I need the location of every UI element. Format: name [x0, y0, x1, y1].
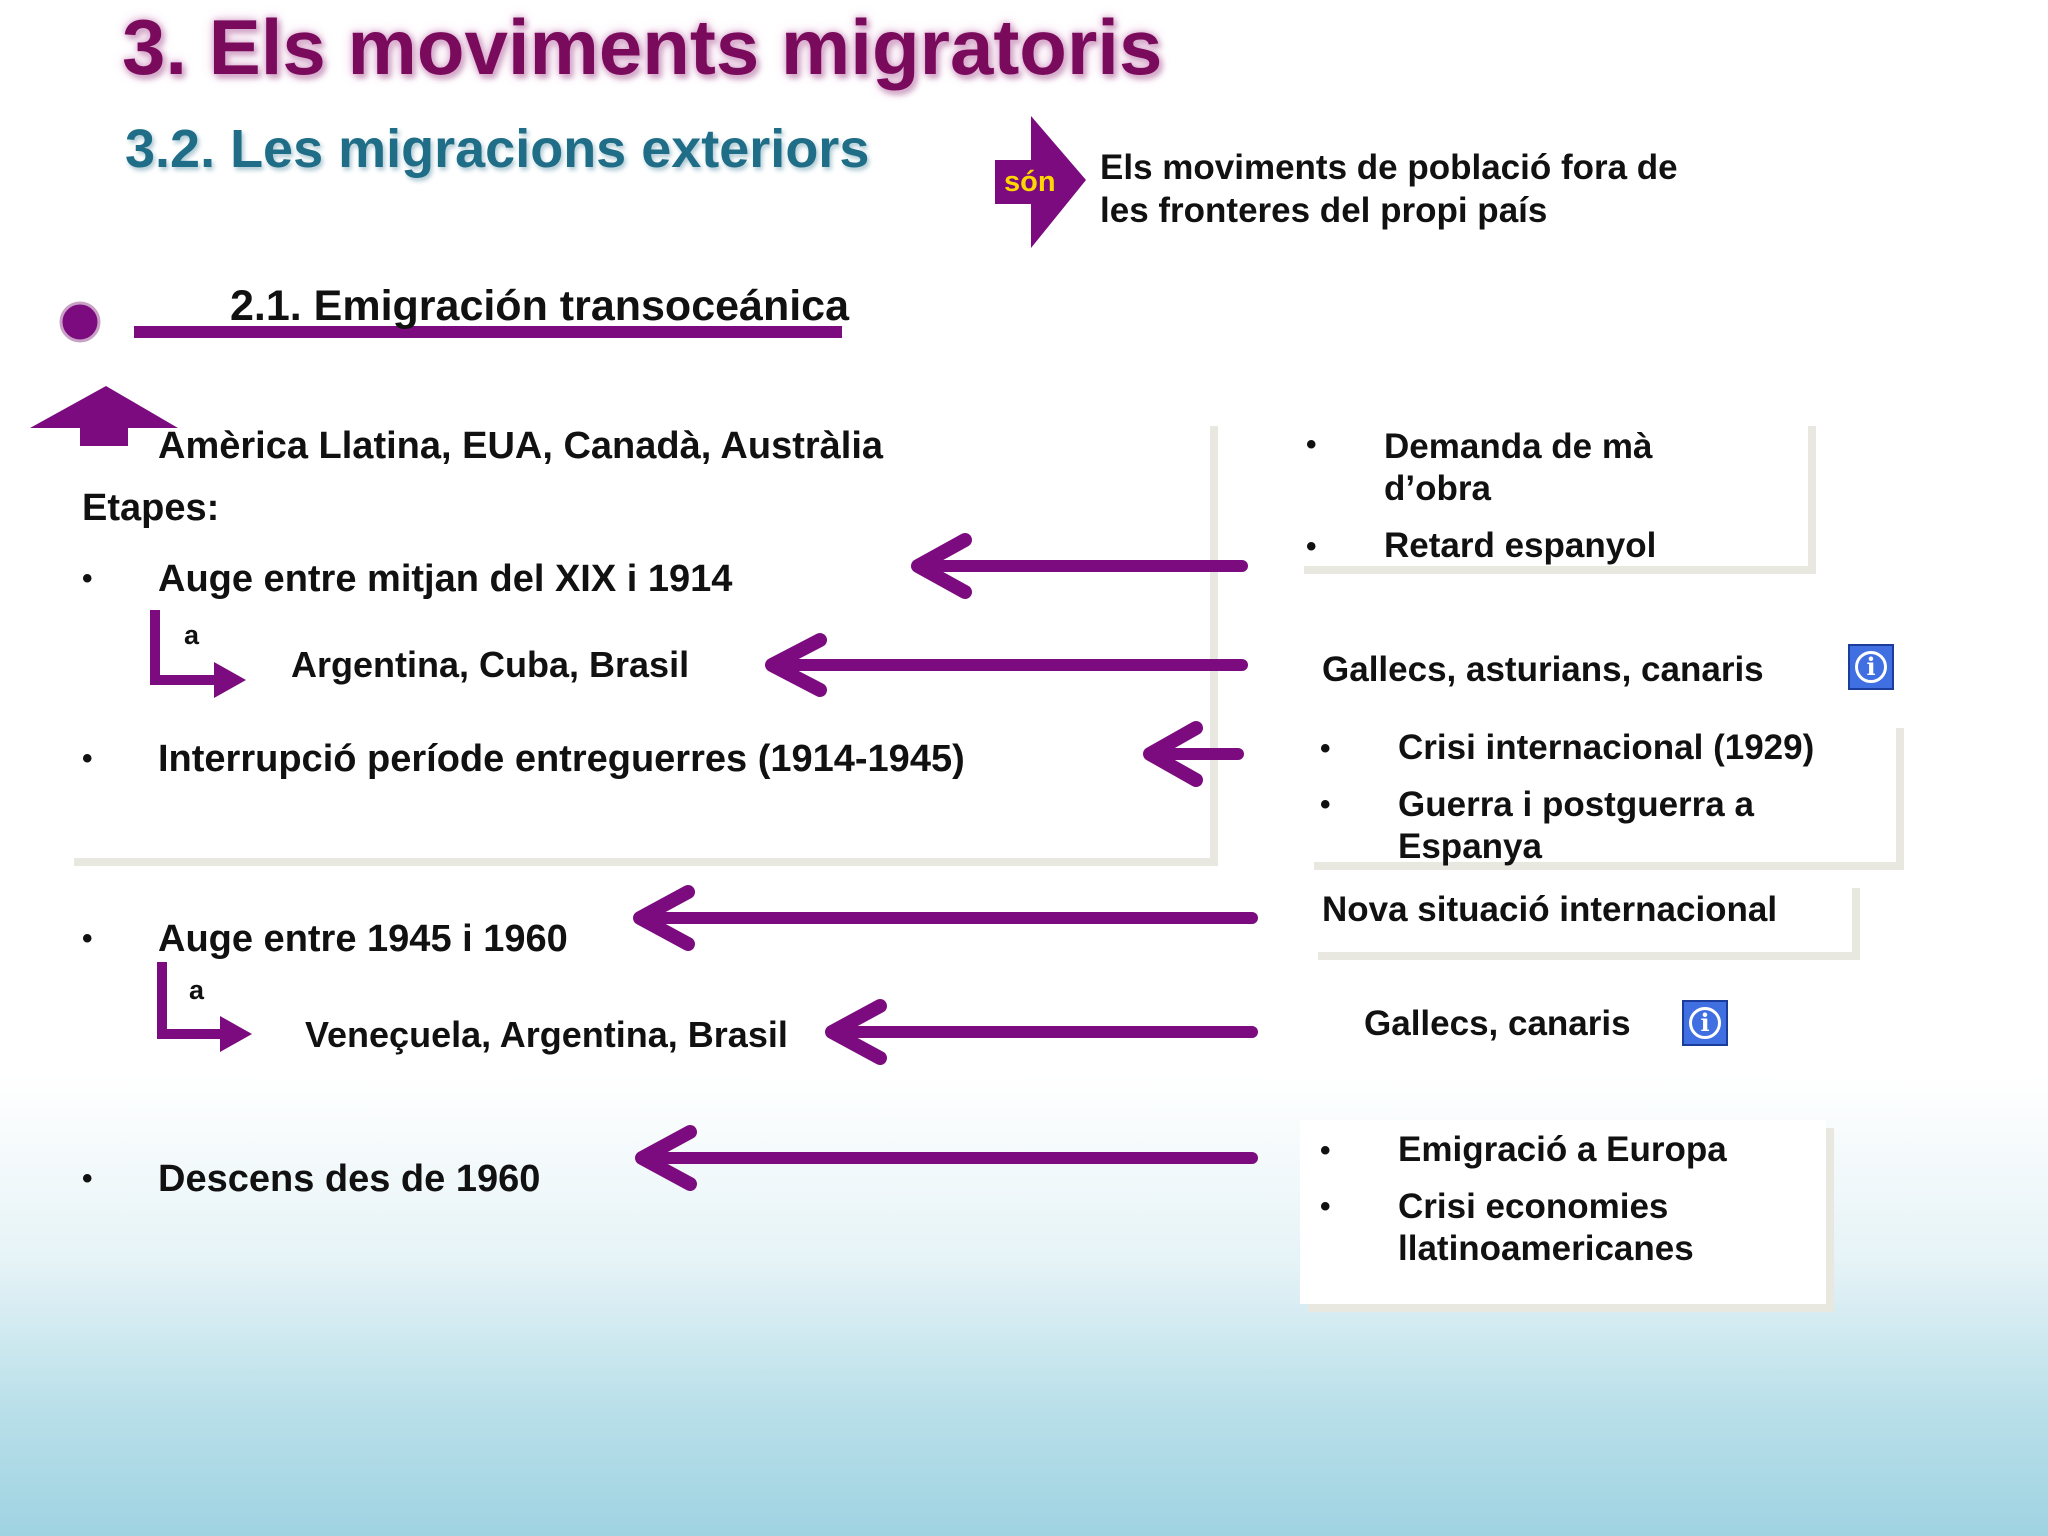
cause-guerra: Guerra i postguerra a Espanya	[1398, 785, 1754, 866]
bullet: •	[82, 922, 93, 955]
stage-auge-1-destinations: Argentina, Cuba, Brasil	[291, 644, 690, 685]
cause-crisi-internacional: Crisi internacional (1929)	[1398, 728, 1815, 767]
definition-text	[1100, 146, 1678, 232]
bullet: •	[1320, 732, 1331, 765]
page-title: 3. Els moviments migratoris	[122, 3, 1163, 91]
arrow-left-icon-3	[1150, 728, 1238, 780]
arrow-left-icon-6	[642, 1132, 1252, 1184]
info-icon[interactable]	[1682, 1000, 1728, 1046]
definition-line-1: Els moviments de població fora de	[1100, 148, 1678, 187]
bullet: •	[82, 562, 93, 595]
bullet: •	[82, 742, 93, 775]
origin-2: Gallecs, canaris	[1364, 1004, 1631, 1043]
stage-auge-2-a: a	[189, 975, 205, 1005]
elbow-arrowhead-icon-2	[220, 1016, 252, 1052]
destinations-text: Amèrica Llatina, EUA, Canadà, Austràlia	[158, 425, 884, 467]
info-glyph: i	[1855, 651, 1887, 683]
cause-nova-situacio: Nova situació internacional	[1322, 890, 1778, 929]
bullet: •	[1320, 1134, 1331, 1167]
definition-line-2: les fronteres del propi país	[1100, 191, 1548, 230]
stage-auge-2: Auge entre 1945 i 1960	[158, 918, 568, 960]
elbow-arrowhead-icon	[214, 662, 246, 698]
stage-auge-2-destinations: Veneçuela, Argentina, Brasil	[305, 1014, 788, 1055]
arrow-left-icon-2	[772, 640, 1242, 690]
arrow-left-icon-5	[832, 1006, 1252, 1058]
cause-retard: Retard espanyol	[1384, 526, 1657, 565]
up-arrow-icon	[30, 386, 178, 446]
origin-1: Gallecs, asturians, canaris	[1322, 650, 1764, 689]
etapes-label: Etapes:	[82, 487, 220, 529]
stage-auge-1-a: a	[184, 620, 200, 650]
bullet: •	[1306, 428, 1317, 461]
section-heading: 2.1. Emigración transoceánica	[230, 282, 849, 330]
bullet: •	[1320, 788, 1331, 821]
arrow-left-icon-4	[640, 892, 1252, 944]
stage-interrupcio: Interrupció període entreguerres (1914-1945)	[158, 738, 965, 780]
bullet: •	[1320, 1190, 1331, 1223]
bullet: •	[82, 1162, 93, 1195]
bullet: •	[1306, 530, 1317, 563]
stage-auge-1: Auge entre mitjan del XIX i 1914	[158, 558, 733, 600]
son-label: són	[1004, 166, 1056, 198]
cause-demanda: Demanda de mà d’obra	[1384, 427, 1653, 508]
arrow-left-icon-1	[918, 540, 1242, 592]
stage-descens: Descens des de 1960	[158, 1158, 541, 1200]
info-glyph: i	[1689, 1007, 1721, 1039]
cause-crisi-economies: Crisi economies llatinoamericanes	[1398, 1187, 1694, 1268]
bullet-circle-icon	[61, 303, 99, 341]
page-subtitle: 3.2. Les migracions exteriors	[125, 119, 870, 179]
info-icon[interactable]	[1848, 644, 1894, 690]
cause-emigracio-europa: Emigració a Europa	[1398, 1130, 1727, 1169]
